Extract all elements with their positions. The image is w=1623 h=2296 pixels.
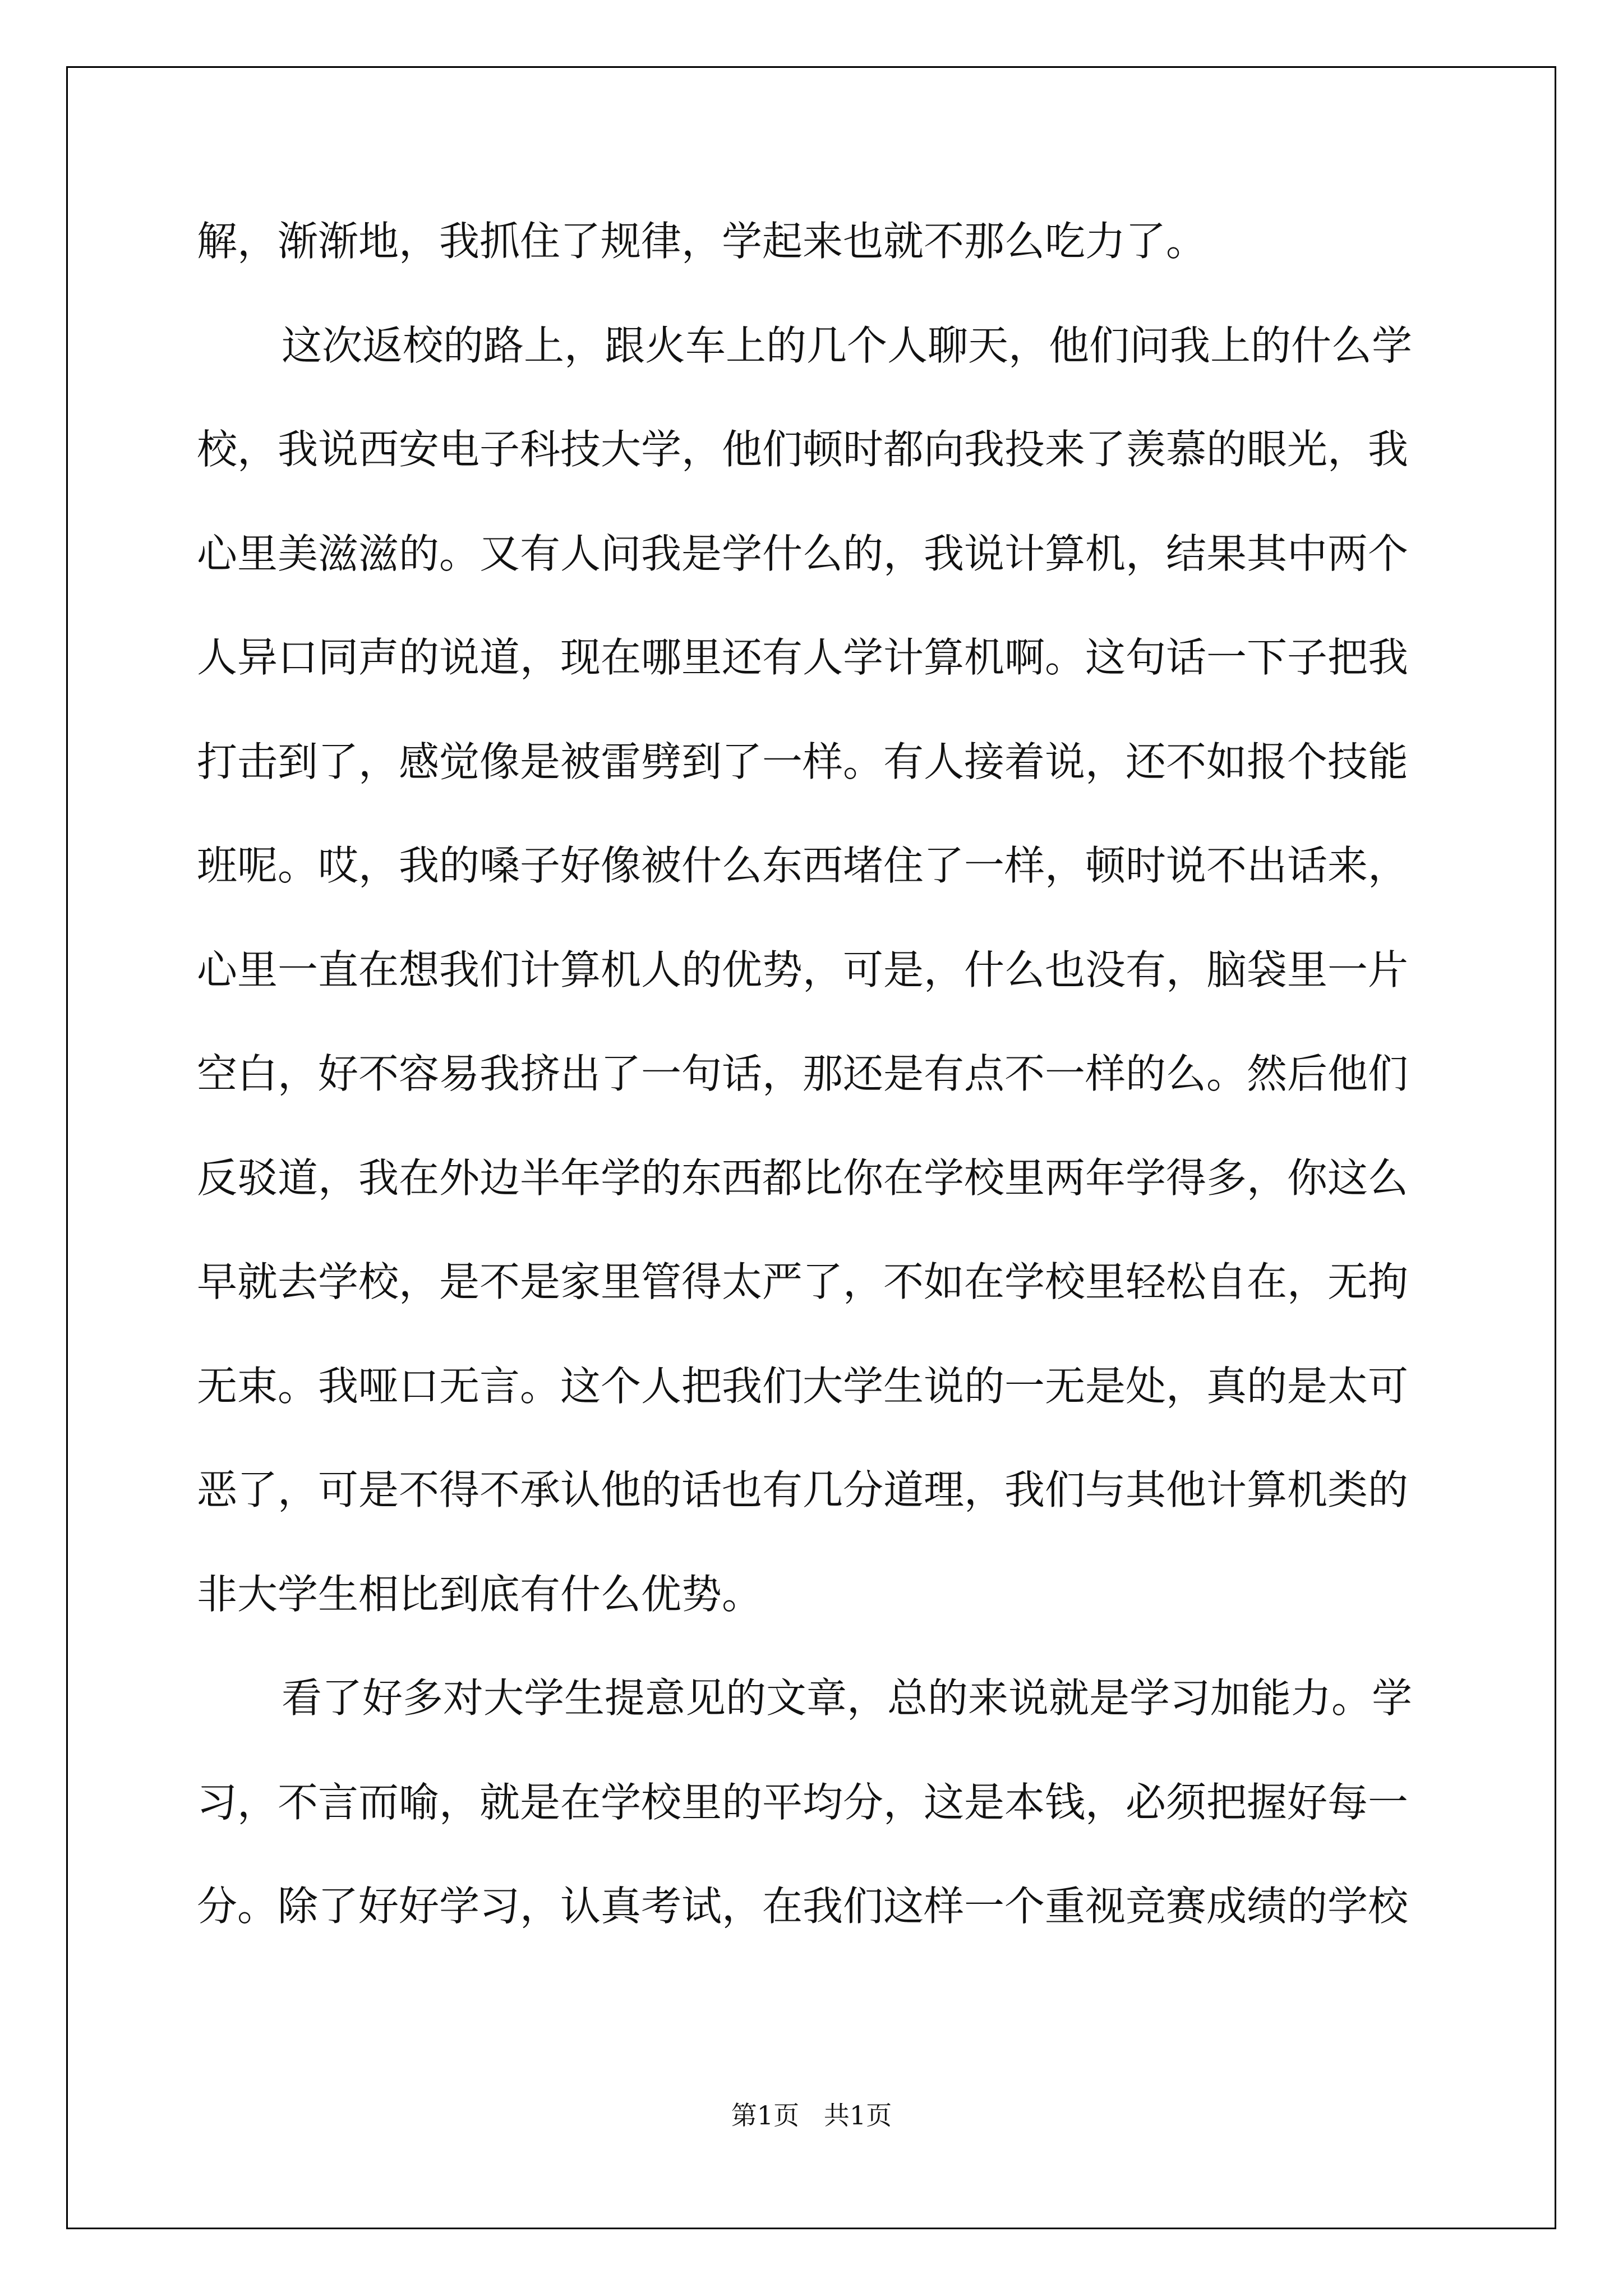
page-footer: 第1页 共1页 [731, 2100, 892, 2131]
